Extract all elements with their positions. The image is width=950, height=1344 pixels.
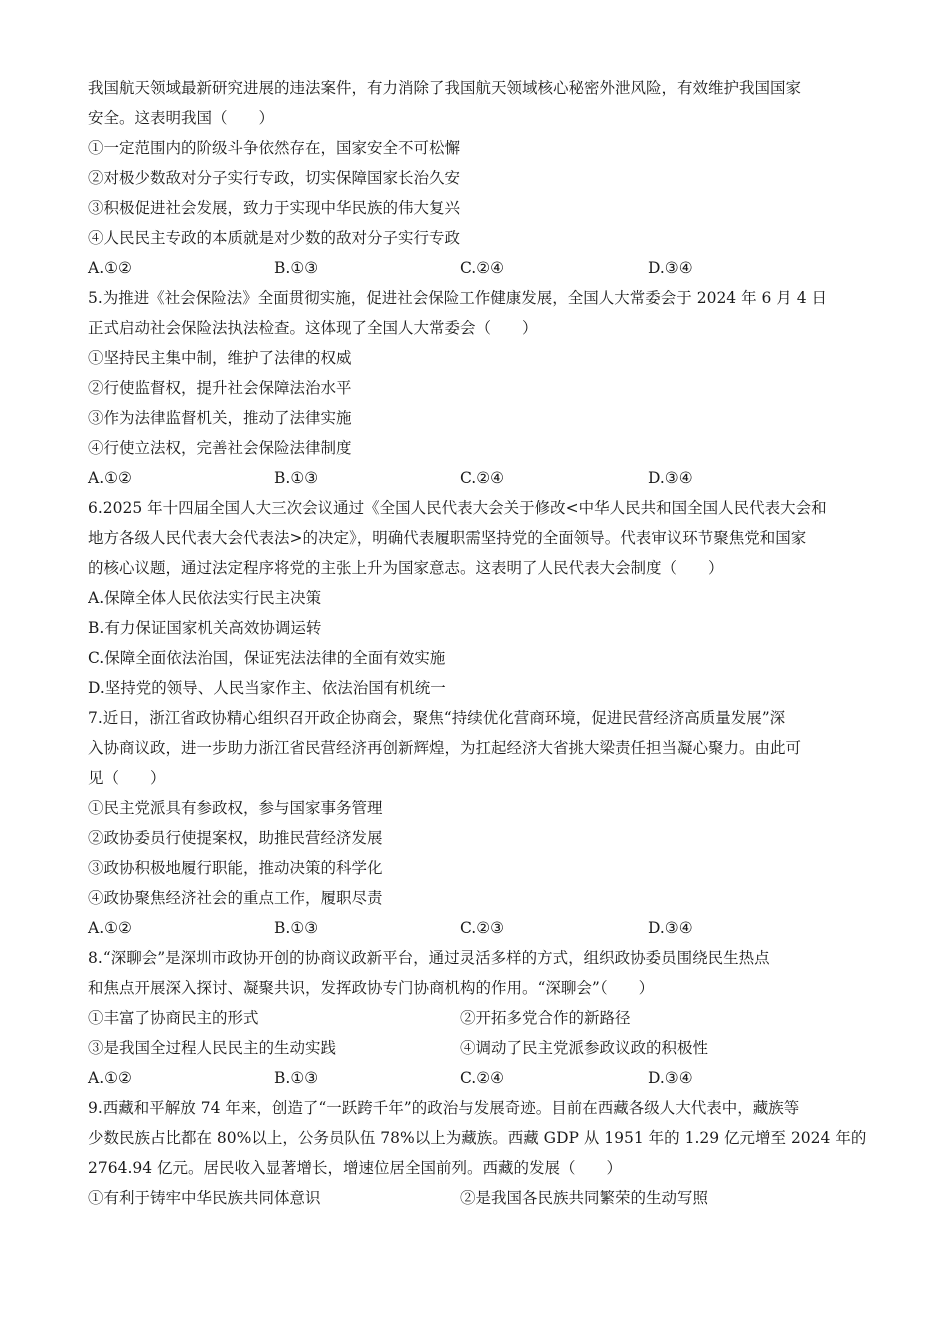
question-stem-line: 正式启动社会保险法执法检查。这体现了全国人大常委会（ ） — [88, 319, 538, 337]
statement-item: ①民主党派具有参政权，参与国家事务管理 — [88, 799, 383, 817]
option-c: C.②④ — [460, 259, 505, 277]
question-6 — [88, 493, 868, 703]
option-c: C.②④ — [460, 1069, 505, 1087]
question-stem-line: 安全。这表明我国（ ） — [88, 109, 275, 127]
option-d: D.③④ — [648, 469, 693, 487]
answer-options — [88, 1063, 868, 1093]
statement-item: ①坚持民主集中制，维护了法律的权威 — [88, 349, 352, 367]
option-a: A.①② — [88, 919, 132, 937]
question-8 — [88, 943, 868, 1093]
statement-item: ③政协积极地履行职能，推动决策的科学化 — [88, 859, 383, 877]
option-a: A.①② — [88, 259, 132, 277]
statement-item: ③积极促进社会发展，致力于实现中华民族的伟大复兴 — [88, 199, 461, 217]
statement-item: ②是我国各民族共同繁荣的生动写照 — [460, 1189, 709, 1207]
statement-item: ④调动了民主党派参政议政的积极性 — [460, 1039, 709, 1057]
answer-options — [88, 463, 868, 493]
question-stem-line: 的核心议题，通过法定程序将党的主张上升为国家意志。这表明了人民代表大会制度（ ） — [88, 559, 724, 577]
statement-item: ③作为法律监督机关，推动了法律实施 — [88, 409, 352, 427]
statement-item: ④政协聚焦经济社会的重点工作，履职尽责 — [88, 889, 383, 907]
statement-row — [88, 1003, 868, 1033]
option-b: B.有力保证国家机关高效协调运转 — [88, 619, 322, 637]
statement-item: ③是我国全过程人民民主的生动实践 — [88, 1039, 337, 1057]
question-stem-line: 7.近日，浙江省政协精心组织召开政企协商会，聚焦“持续优化营商环境，促进民营经济高质量发展”深 — [88, 709, 786, 727]
statement-item: ②行使监督权，提升社会保障法治水平 — [88, 379, 352, 397]
statement-item: ①有利于铸牢中华民族共同体意识 — [88, 1189, 321, 1207]
statement-item: ①一定范围内的阶级斗争依然存在，国家安全不可松懈 — [88, 139, 461, 157]
statement-item: ④人民民主专政的本质就是对少数的敌对分子实行专政 — [88, 229, 461, 247]
statement-row — [88, 1183, 868, 1213]
option-d: D.③④ — [648, 1069, 693, 1087]
option-b: B.①③ — [274, 1069, 319, 1087]
exam-page — [88, 73, 868, 1213]
question-stem-line: 和焦点开展深入探讨、凝聚共识，发挥政协专门协商机构的作用。“深聊会”（ ） — [88, 979, 655, 997]
statement-item: ②开拓多党合作的新路径 — [460, 1009, 631, 1027]
statement-item: ②对极少数敌对分子实行专政，切实保障国家长治久安 — [88, 169, 461, 187]
option-d: D.③④ — [648, 919, 693, 937]
option-c: C.保障全面依法治国，保证宪法法律的全面有效实施 — [88, 649, 446, 667]
statement-item: ②政协委员行使提案权，助推民营经济发展 — [88, 829, 383, 847]
question-5 — [88, 283, 868, 493]
question-stem-line: 我国航天领域最新研究进展的违法案件，有力消除了我国航天领域核心秘密外泄风险，有效维护我国国家 — [88, 79, 802, 97]
answer-options — [88, 253, 868, 283]
statement-item: ①丰富了协商民主的形式 — [88, 1009, 259, 1027]
answer-options — [88, 913, 868, 943]
option-c: C.②④ — [460, 469, 505, 487]
question-stem-line: 8.“深聊会”是深圳市政协开创的协商议政新平台，通过灵活多样的方式，组织政协委员围绕民生热点 — [88, 949, 770, 967]
option-b: B.①③ — [274, 919, 319, 937]
question-stem-line: 5.为推进《社会保险法》全面贯彻实施，促进社会保险工作健康发展，全国人大常委会于 2024 年 6 月 4 日 — [88, 289, 828, 307]
question-stem-line: 入协商议政，进一步助力浙江省民营经济再创新辉煌，为扛起经济大省挑大梁责任担当凝心聚力。由此可 — [88, 739, 802, 757]
question-7 — [88, 703, 868, 943]
option-a: A.保障全体人民依法实行民主决策 — [88, 589, 322, 607]
option-d: D.③④ — [648, 259, 693, 277]
question-9 — [88, 1093, 868, 1213]
option-c: C.②③ — [460, 919, 505, 937]
option-b: B.①③ — [274, 469, 319, 487]
question-4 — [88, 73, 868, 283]
option-a: A.①② — [88, 469, 132, 487]
statement-row — [88, 1033, 868, 1063]
question-stem-line: 地方各级人民代表大会代表法>的决定》，明确代表履职需坚持党的全面领导。代表审议环节聚焦党和国家 — [88, 529, 807, 547]
option-a: A.①② — [88, 1069, 132, 1087]
statement-item: ④行使立法权，完善社会保险法律制度 — [88, 439, 352, 457]
question-stem-line: 2764.94 亿元。居民收入显著增长，增速位居全国前列。西藏的发展（ ） — [88, 1159, 623, 1177]
option-b: B.①③ — [274, 259, 319, 277]
question-stem-line: 9.西藏和平解放 74 年来，创造了“一跃跨千年”的政治与发展奇迹。目前在西藏各级人大代表中，藏族等 — [88, 1099, 800, 1117]
question-stem-line: 见（ ） — [88, 769, 166, 787]
question-stem-line: 少数民族占比都在 80%以上，公务员队伍 78%以上为藏族。西藏 GDP 从 1951 年的 1.29 亿元增至 2024 年的 — [88, 1129, 867, 1147]
option-d: D.坚持党的领导、人民当家作主、依法治国有机统一 — [88, 679, 446, 697]
question-stem-line: 6.2025 年十四届全国人大三次会议通过《全国人民代表大会关于修改<中华人民共和国全国人民代表大会和 — [88, 499, 827, 517]
